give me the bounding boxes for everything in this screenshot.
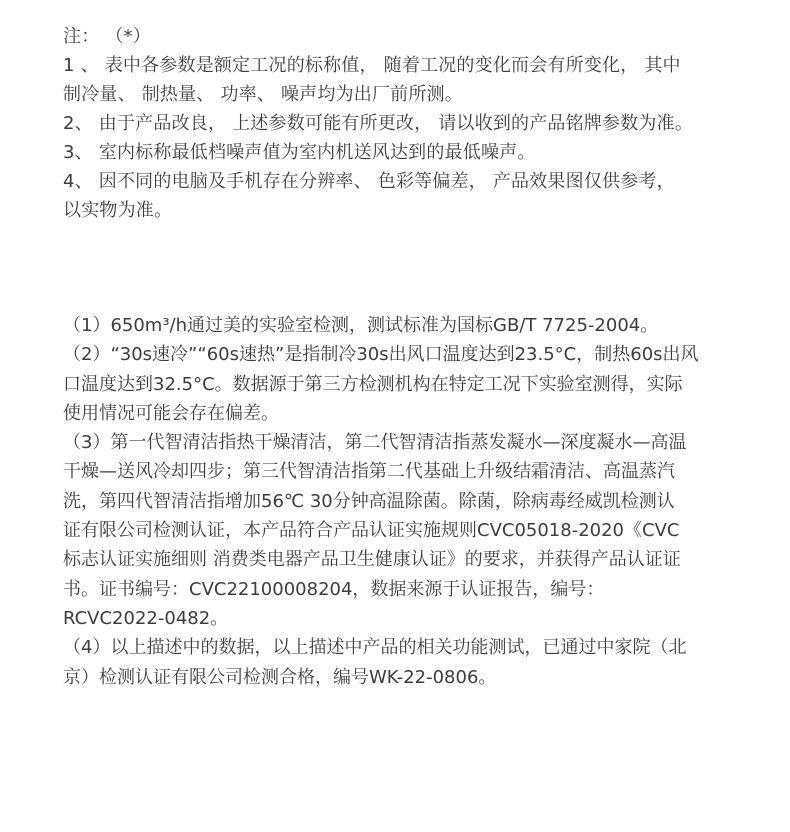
note-line: 1 、 表中各参数是额定工况的标称值， 随着工况的变化而会有所变化， 其中	[63, 55, 681, 76]
note-line: 2、 由于产品改良， 上述参数可能有所更改， 请以收到的产品铭牌参数为准。	[63, 113, 694, 134]
detail-line: RCVC2022-0482。	[63, 607, 229, 629]
detail-line: 标志认证实施细则 消费类电器产品卫生健康认证》的要求，并获得产品认证证	[63, 549, 681, 571]
detail-line: （3）第一代智清洁指热干燥清洁，第二代智清洁指蒸发凝水—深度凝水—高温	[63, 432, 687, 454]
note-line: 以实物为准。	[63, 200, 173, 221]
detail-line: 京）检测认证有限公司检测合格，编号WK-22-0806。	[63, 666, 497, 688]
detail-line: （2）“30s速冷”“60s速热”是指制冷30s出风口温度达到23.5°C，制热60s出风	[63, 344, 699, 366]
detail-line: 口温度达到32.5°C。数据源于第三方检测机构在特定工况下实验室测得，实际	[63, 373, 683, 395]
detail-line: 书。证书编号：CVC22100008204，数据来源于认证报告，编号：	[63, 578, 605, 600]
note-line: 制冷量、 制热量、 功率、 噪声均为出厂前所测。	[63, 84, 463, 105]
details-section	[63, 311, 763, 692]
detail-line: （4）以上描述中的数据，以上描述中产品的相关功能测试，已通过中家院（北	[63, 637, 687, 659]
detail-line: 洗，第四代智清洁指增加56℃ 30分钟高温除菌。除菌，除病毒经威凯检测认	[63, 490, 675, 512]
notes-header: 注： （*）	[63, 26, 151, 47]
detail-line: 干燥—送风冷却四步；第三代智清洁指第二代基础上升级结霜清洁、高温蒸汽	[63, 461, 675, 483]
note-line: 3、 室内标称最低档噪声值为室内机送风达到的最低噪声。	[63, 142, 536, 163]
detail-line: （1）650m³/h通过美的实验室检测，测试标准为国标GB/T 7725-2004。	[63, 315, 659, 336]
notes-section	[63, 22, 763, 225]
detail-line: 证有限公司检测认证，本产品符合产品认证实施规则CVC05018-2020《CVC	[63, 520, 680, 542]
note-line: 4、 因不同的电脑及手机存在分辨率、 色彩等偏差， 产品效果图仅供参考，	[63, 171, 675, 192]
detail-line: 使用情况可能会存在偏差。	[63, 402, 279, 424]
